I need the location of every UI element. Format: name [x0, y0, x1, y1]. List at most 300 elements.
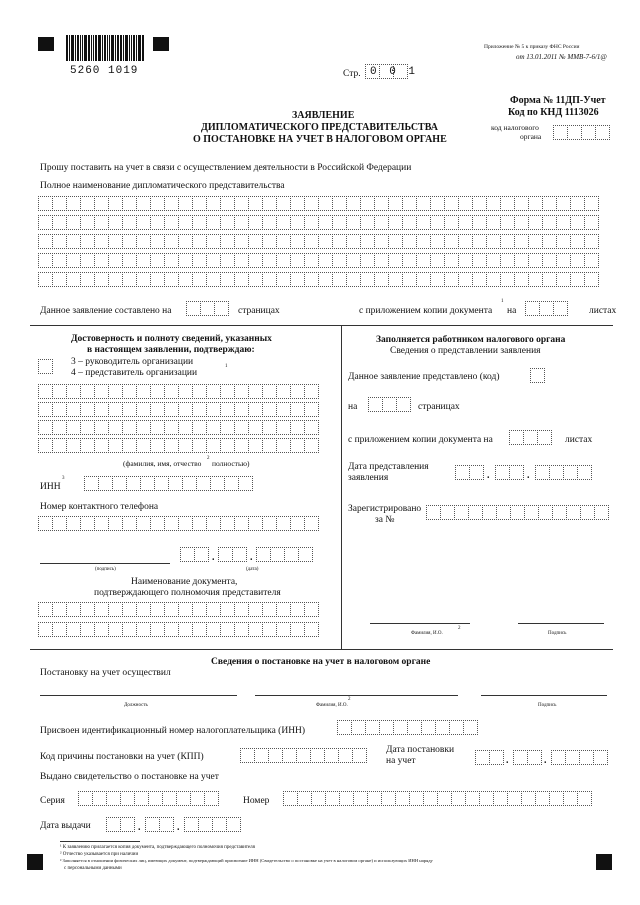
input-cell[interactable] — [206, 272, 221, 287]
input-cell[interactable] — [220, 384, 235, 399]
input-cell[interactable] — [192, 420, 207, 435]
input-cell[interactable] — [388, 272, 403, 287]
input-cell[interactable] — [402, 196, 417, 211]
input-cell[interactable] — [248, 196, 263, 211]
input-cell[interactable] — [584, 253, 599, 268]
input-cell[interactable] — [94, 384, 109, 399]
input-cell[interactable] — [486, 196, 501, 211]
input-cell[interactable] — [206, 215, 221, 230]
input-cell[interactable] — [528, 253, 543, 268]
input-cell[interactable] — [360, 272, 375, 287]
input-cell[interactable] — [570, 272, 585, 287]
input-cell[interactable] — [38, 215, 53, 230]
input-cell[interactable] — [206, 402, 221, 417]
input-cell[interactable] — [178, 196, 193, 211]
sign-date-month[interactable] — [218, 547, 246, 562]
reg-issue-year[interactable] — [184, 817, 240, 832]
reg-date-day[interactable] — [475, 750, 503, 765]
input-cell[interactable] — [122, 253, 137, 268]
input-cell[interactable] — [94, 420, 109, 435]
input-cell[interactable] — [122, 622, 137, 637]
input-cell[interactable] — [556, 196, 571, 211]
input-cell[interactable] — [234, 384, 249, 399]
input-cell[interactable] — [178, 253, 193, 268]
input-cell[interactable] — [472, 253, 487, 268]
input-cell[interactable] — [94, 253, 109, 268]
input-cell[interactable] — [192, 272, 207, 287]
input-cell[interactable] — [94, 438, 109, 453]
input-cell[interactable] — [276, 420, 291, 435]
input-cell[interactable] — [150, 272, 165, 287]
input-cell[interactable] — [178, 622, 193, 637]
input-cell[interactable] — [66, 384, 81, 399]
inn-cells[interactable] — [84, 476, 252, 491]
input-cell[interactable] — [136, 602, 151, 617]
input-cell[interactable] — [248, 602, 263, 617]
input-cell[interactable] — [66, 196, 81, 211]
input-cell[interactable] — [192, 438, 207, 453]
input-cell[interactable] — [276, 438, 291, 453]
input-cell[interactable] — [192, 622, 207, 637]
input-cell[interactable] — [178, 384, 193, 399]
input-cell[interactable] — [178, 215, 193, 230]
input-cell[interactable] — [220, 420, 235, 435]
input-cell[interactable] — [430, 215, 445, 230]
input-cell[interactable] — [136, 402, 151, 417]
input-cell[interactable] — [164, 622, 179, 637]
input-cell[interactable] — [374, 253, 389, 268]
input-cell[interactable] — [486, 253, 501, 268]
input-cell[interactable] — [80, 384, 95, 399]
input-cell[interactable] — [262, 253, 277, 268]
input-cell[interactable] — [346, 215, 361, 230]
input-cell[interactable] — [430, 196, 445, 211]
input-cell[interactable] — [136, 215, 151, 230]
input-cell[interactable] — [80, 253, 95, 268]
input-cell[interactable] — [234, 234, 249, 249]
input-cell[interactable] — [80, 272, 95, 287]
input-cell[interactable] — [164, 420, 179, 435]
input-cell[interactable] — [290, 215, 305, 230]
input-cell[interactable] — [570, 196, 585, 211]
input-cell[interactable] — [66, 622, 81, 637]
input-cell[interactable] — [94, 402, 109, 417]
input-cell[interactable] — [150, 438, 165, 453]
reg-date-year[interactable] — [551, 750, 607, 765]
input-cell[interactable] — [402, 234, 417, 249]
input-cell[interactable] — [416, 215, 431, 230]
input-cell[interactable] — [248, 234, 263, 249]
input-cell[interactable] — [374, 272, 389, 287]
input-cell[interactable] — [220, 272, 235, 287]
input-cell[interactable] — [304, 384, 319, 399]
input-cell[interactable] — [178, 272, 193, 287]
officer-sheets-cells[interactable] — [509, 430, 551, 445]
input-cell[interactable] — [66, 438, 81, 453]
input-cell[interactable] — [52, 215, 67, 230]
input-cell[interactable] — [290, 272, 305, 287]
input-cell[interactable] — [556, 272, 571, 287]
input-cell[interactable] — [108, 215, 123, 230]
input-cell[interactable] — [122, 272, 137, 287]
input-cell[interactable] — [164, 253, 179, 268]
input-cell[interactable] — [360, 253, 375, 268]
input-cell[interactable] — [556, 234, 571, 249]
input-cell[interactable] — [234, 196, 249, 211]
input-cell[interactable] — [122, 215, 137, 230]
input-cell[interactable] — [402, 253, 417, 268]
officer-registered-cells[interactable] — [426, 505, 608, 520]
reg-issue-day[interactable] — [106, 817, 134, 832]
input-cell[interactable] — [276, 402, 291, 417]
input-cell[interactable] — [542, 253, 557, 268]
composed-sheets-cells[interactable] — [525, 301, 567, 316]
input-cell[interactable] — [136, 253, 151, 268]
input-cell[interactable] — [164, 196, 179, 211]
input-cell[interactable] — [80, 196, 95, 211]
input-cell[interactable] — [192, 402, 207, 417]
input-cell[interactable] — [80, 438, 95, 453]
input-cell[interactable] — [164, 215, 179, 230]
input-cell[interactable] — [570, 253, 585, 268]
input-cell[interactable] — [178, 234, 193, 249]
input-cell[interactable] — [276, 622, 291, 637]
input-cell[interactable] — [318, 196, 333, 211]
input-cell[interactable] — [584, 196, 599, 211]
input-cell[interactable] — [248, 272, 263, 287]
input-cell[interactable] — [332, 234, 347, 249]
input-cell[interactable] — [220, 402, 235, 417]
input-cell[interactable] — [276, 384, 291, 399]
input-cell[interactable] — [346, 253, 361, 268]
input-cell[interactable] — [192, 253, 207, 268]
input-cell[interactable] — [290, 384, 305, 399]
input-cell[interactable] — [80, 420, 95, 435]
input-cell[interactable] — [122, 402, 137, 417]
input-cell[interactable] — [332, 272, 347, 287]
input-cell[interactable] — [458, 272, 473, 287]
input-cell[interactable] — [304, 402, 319, 417]
input-cell[interactable] — [584, 234, 599, 249]
input-cell[interactable] — [416, 234, 431, 249]
input-cell[interactable] — [248, 420, 263, 435]
input-cell[interactable] — [472, 272, 487, 287]
input-cell[interactable] — [66, 215, 81, 230]
input-cell[interactable] — [192, 196, 207, 211]
input-cell[interactable] — [444, 234, 459, 249]
input-cell[interactable] — [472, 234, 487, 249]
input-cell[interactable] — [234, 402, 249, 417]
reg-kpp-cells[interactable] — [240, 748, 366, 763]
input-cell[interactable] — [542, 215, 557, 230]
input-cell[interactable] — [346, 272, 361, 287]
reg-number-cells[interactable] — [283, 791, 591, 806]
officer-date-day[interactable] — [455, 465, 483, 480]
input-cell[interactable] — [318, 234, 333, 249]
input-cell[interactable] — [94, 622, 109, 637]
input-cell[interactable] — [80, 622, 95, 637]
input-cell[interactable] — [136, 272, 151, 287]
input-cell[interactable] — [66, 402, 81, 417]
input-cell[interactable] — [374, 234, 389, 249]
input-cell[interactable] — [528, 272, 543, 287]
input-cell[interactable] — [150, 420, 165, 435]
input-cell[interactable] — [528, 215, 543, 230]
doc-grid-row[interactable] — [38, 602, 318, 617]
input-cell[interactable] — [500, 234, 515, 249]
input-cell[interactable] — [122, 602, 137, 617]
input-cell[interactable] — [458, 234, 473, 249]
input-cell[interactable] — [262, 384, 277, 399]
input-cell[interactable] — [108, 384, 123, 399]
input-cell[interactable] — [136, 234, 151, 249]
input-cell[interactable] — [262, 234, 277, 249]
input-cell[interactable] — [38, 402, 53, 417]
input-cell[interactable] — [416, 196, 431, 211]
input-cell[interactable] — [500, 272, 515, 287]
input-cell[interactable] — [66, 234, 81, 249]
input-cell[interactable] — [220, 438, 235, 453]
input-cell[interactable] — [234, 622, 249, 637]
input-cell[interactable] — [388, 196, 403, 211]
input-cell[interactable] — [262, 602, 277, 617]
input-cell[interactable] — [514, 234, 529, 249]
input-cell[interactable] — [276, 602, 291, 617]
input-cell[interactable] — [178, 420, 193, 435]
input-cell[interactable] — [444, 215, 459, 230]
input-cell[interactable] — [514, 196, 529, 211]
input-cell[interactable] — [38, 384, 53, 399]
input-cell[interactable] — [108, 622, 123, 637]
input-cell[interactable] — [94, 196, 109, 211]
input-cell[interactable] — [542, 234, 557, 249]
input-cell[interactable] — [528, 196, 543, 211]
input-cell[interactable] — [234, 420, 249, 435]
input-cell[interactable] — [430, 272, 445, 287]
input-cell[interactable] — [178, 402, 193, 417]
input-cell[interactable] — [136, 196, 151, 211]
input-cell[interactable] — [150, 622, 165, 637]
input-cell[interactable] — [374, 215, 389, 230]
input-cell[interactable] — [234, 215, 249, 230]
input-cell[interactable] — [220, 622, 235, 637]
input-cell[interactable] — [430, 234, 445, 249]
input-cell[interactable] — [136, 420, 151, 435]
input-cell[interactable] — [528, 234, 543, 249]
input-cell[interactable] — [52, 420, 67, 435]
input-cell[interactable] — [556, 253, 571, 268]
reg-series-cells[interactable] — [78, 791, 218, 806]
input-cell[interactable] — [80, 602, 95, 617]
input-cell[interactable] — [38, 196, 53, 211]
input-cell[interactable] — [192, 215, 207, 230]
input-cell[interactable] — [290, 602, 305, 617]
input-cell[interactable] — [486, 272, 501, 287]
input-cell[interactable] — [220, 215, 235, 230]
input-cell[interactable] — [66, 253, 81, 268]
input-cell[interactable] — [38, 253, 53, 268]
input-cell[interactable] — [122, 234, 137, 249]
input-cell[interactable] — [276, 253, 291, 268]
input-cell[interactable] — [164, 234, 179, 249]
name-grid-row[interactable] — [38, 215, 598, 230]
input-cell[interactable] — [290, 622, 305, 637]
reg-issue-month[interactable] — [145, 817, 173, 832]
input-cell[interactable] — [52, 196, 67, 211]
input-cell[interactable] — [206, 438, 221, 453]
input-cell[interactable] — [276, 272, 291, 287]
input-cell[interactable] — [38, 622, 53, 637]
input-cell[interactable] — [262, 622, 277, 637]
input-cell[interactable] — [38, 420, 53, 435]
input-cell[interactable] — [66, 420, 81, 435]
input-cell[interactable] — [164, 384, 179, 399]
input-cell[interactable] — [52, 602, 67, 617]
input-cell[interactable] — [206, 196, 221, 211]
input-cell[interactable] — [192, 234, 207, 249]
officer-date-month[interactable] — [495, 465, 523, 480]
input-cell[interactable] — [444, 196, 459, 211]
name-grid-row[interactable] — [38, 253, 598, 268]
confirm-role-cell[interactable] — [38, 359, 52, 374]
input-cell[interactable] — [150, 384, 165, 399]
input-cell[interactable] — [108, 402, 123, 417]
input-cell[interactable] — [122, 384, 137, 399]
input-cell[interactable] — [388, 234, 403, 249]
input-cell[interactable] — [486, 215, 501, 230]
input-cell[interactable] — [150, 196, 165, 211]
input-cell[interactable] — [500, 253, 515, 268]
input-cell[interactable] — [262, 420, 277, 435]
input-cell[interactable] — [500, 215, 515, 230]
input-cell[interactable] — [262, 215, 277, 230]
input-cell[interactable] — [206, 234, 221, 249]
input-cell[interactable] — [542, 196, 557, 211]
input-cell[interactable] — [234, 253, 249, 268]
input-cell[interactable] — [52, 622, 67, 637]
input-cell[interactable] — [248, 253, 263, 268]
input-cell[interactable] — [206, 622, 221, 637]
input-cell[interactable] — [444, 253, 459, 268]
input-cell[interactable] — [108, 420, 123, 435]
input-cell[interactable] — [52, 384, 67, 399]
input-cell[interactable] — [108, 253, 123, 268]
input-cell[interactable] — [38, 234, 53, 249]
input-cell[interactable] — [290, 420, 305, 435]
input-cell[interactable] — [304, 420, 319, 435]
input-cell[interactable] — [332, 253, 347, 268]
input-cell[interactable] — [304, 272, 319, 287]
input-cell[interactable] — [220, 602, 235, 617]
input-cell[interactable] — [402, 272, 417, 287]
input-cell[interactable] — [136, 622, 151, 637]
input-cell[interactable] — [290, 196, 305, 211]
input-cell[interactable] — [38, 602, 53, 617]
input-cell[interactable] — [150, 602, 165, 617]
input-cell[interactable] — [52, 438, 67, 453]
input-cell[interactable] — [164, 602, 179, 617]
input-cell[interactable] — [52, 402, 67, 417]
input-cell[interactable] — [290, 253, 305, 268]
reg-date-month[interactable] — [513, 750, 541, 765]
input-cell[interactable] — [584, 215, 599, 230]
input-cell[interactable] — [178, 602, 193, 617]
input-cell[interactable] — [94, 215, 109, 230]
input-cell[interactable] — [374, 196, 389, 211]
input-cell[interactable] — [542, 272, 557, 287]
input-cell[interactable] — [458, 215, 473, 230]
input-cell[interactable] — [220, 196, 235, 211]
input-cell[interactable] — [514, 253, 529, 268]
input-cell[interactable] — [360, 215, 375, 230]
input-cell[interactable] — [234, 438, 249, 453]
input-cell[interactable] — [514, 272, 529, 287]
input-cell[interactable] — [248, 215, 263, 230]
input-cell[interactable] — [94, 234, 109, 249]
input-cell[interactable] — [290, 438, 305, 453]
fio-grid-row[interactable] — [38, 438, 318, 453]
input-cell[interactable] — [388, 215, 403, 230]
input-cell[interactable] — [164, 272, 179, 287]
input-cell[interactable] — [290, 402, 305, 417]
input-cell[interactable] — [192, 384, 207, 399]
input-cell[interactable] — [262, 402, 277, 417]
reg-inn-cells[interactable] — [337, 720, 477, 735]
tax-code-cells[interactable] — [553, 125, 609, 140]
input-cell[interactable] — [500, 196, 515, 211]
input-cell[interactable] — [304, 234, 319, 249]
input-cell[interactable] — [150, 234, 165, 249]
input-cell[interactable] — [584, 272, 599, 287]
input-cell[interactable] — [38, 438, 53, 453]
input-cell[interactable] — [108, 602, 123, 617]
input-cell[interactable] — [94, 602, 109, 617]
input-cell[interactable] — [276, 215, 291, 230]
input-cell[interactable] — [220, 253, 235, 268]
input-cell[interactable] — [472, 215, 487, 230]
input-cell[interactable] — [388, 253, 403, 268]
input-cell[interactable] — [150, 215, 165, 230]
input-cell[interactable] — [304, 215, 319, 230]
input-cell[interactable] — [248, 384, 263, 399]
input-cell[interactable] — [290, 234, 305, 249]
input-cell[interactable] — [430, 253, 445, 268]
input-cell[interactable] — [458, 253, 473, 268]
input-cell[interactable] — [122, 438, 137, 453]
input-cell[interactable] — [52, 234, 67, 249]
fio-grid-row[interactable] — [38, 420, 318, 435]
input-cell[interactable] — [248, 438, 263, 453]
officer-date-year[interactable] — [535, 465, 591, 480]
input-cell[interactable] — [248, 622, 263, 637]
input-cell[interactable] — [136, 384, 151, 399]
input-cell[interactable] — [444, 272, 459, 287]
input-cell[interactable] — [332, 196, 347, 211]
phone-cells-row1[interactable] — [38, 516, 318, 531]
input-cell[interactable] — [178, 438, 193, 453]
officer-code-cell[interactable] — [530, 368, 544, 383]
input-cell[interactable] — [52, 272, 67, 287]
input-cell[interactable] — [556, 215, 571, 230]
name-grid-row[interactable] — [38, 234, 598, 249]
input-cell[interactable] — [66, 272, 81, 287]
input-cell[interactable] — [570, 215, 585, 230]
input-cell[interactable] — [318, 215, 333, 230]
input-cell[interactable] — [472, 196, 487, 211]
input-cell[interactable] — [318, 253, 333, 268]
input-cell[interactable] — [66, 602, 81, 617]
input-cell[interactable] — [458, 196, 473, 211]
